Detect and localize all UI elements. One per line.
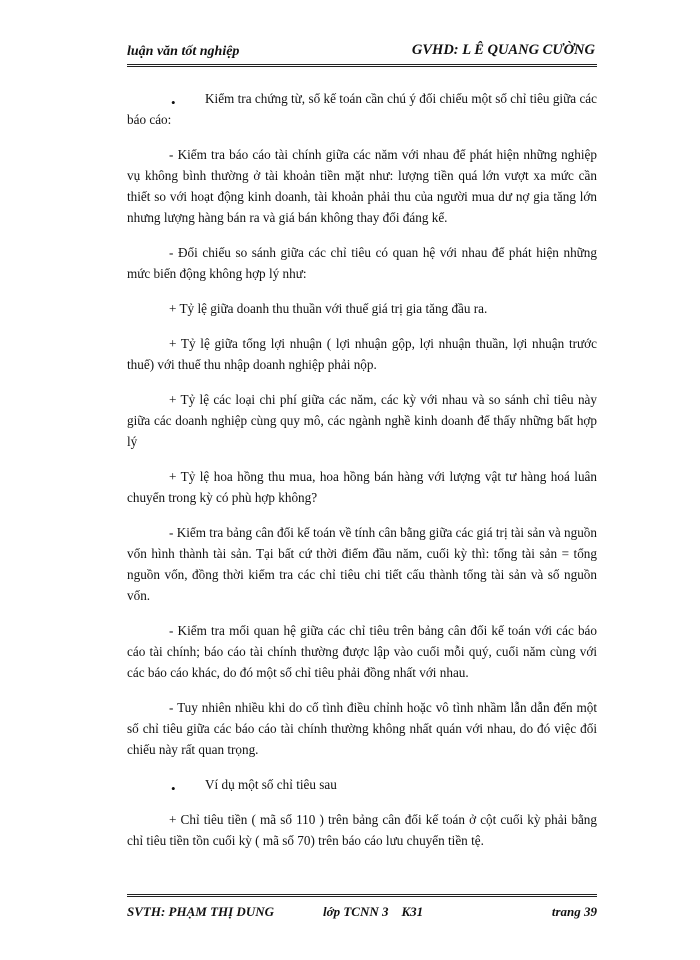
paragraph: - Kiểm tra báo cáo tài chính giữa các năm với nhau để phát hiện những nghiệp vụ không bình thường ở tài khoản tiền mặt như: lượng tiền quá lớn vượt xa mức cần thiết so với hoạt động kinh doanh, tài khoản phải thu của người mua dư nợ gia tăng lớn nhưng lượng hàng bán ra và giá bán không thay đổi đáng kể. [127, 147, 597, 225]
bullet-paragraph [127, 88, 597, 130]
paragraph: + Tỷ lệ giữa tổng lợi nhuận ( lợi nhuận gộp, lợi nhuận thuần, lợi nhuận trước thuế) với thuế thu nhập doanh nghiệp phải nộp. [127, 336, 597, 372]
paragraph: + Tỷ lệ giữa doanh thu thuần với thuế giá trị gia tăng đầu ra. [169, 301, 488, 316]
paragraph-text: Kiểm tra chứng từ, sổ kế toán cần chú ý đối chiếu một số chỉ tiêu giữa các báo cáo: [127, 91, 597, 127]
document-body [127, 88, 597, 865]
bullet-icon: • [171, 781, 176, 796]
paragraph: - Kiểm tra bảng cân đối kế toán về tính cân bằng giữa các giá trị tài sản và nguồn vốn hình thành tài sản. Tại bất cứ thời điểm đầu năm, cuối kỳ thì: tổng tài sản = tổng nguồn vốn, đồng thời kiểm tra các chỉ tiêu chi tiết cấu thành tổng tài sản và số nguồn vốn. [127, 525, 597, 603]
paragraph: + Tỷ lệ các loại chi phí giữa các năm, các kỳ với nhau và so sánh chỉ tiêu này giữa các doanh nghiệp cùng quy mô, các ngành nghề kinh doanh để thấy những bất hợp lý [127, 392, 597, 449]
paragraph-text: Ví dụ một số chỉ tiêu sau [205, 777, 337, 792]
paragraph: - Đối chiếu so sánh giữa các chỉ tiêu có quan hệ với nhau để phát hiện những mức biến động không hợp lý như: [127, 245, 597, 281]
page-header [127, 40, 597, 67]
bullet-paragraph [127, 774, 597, 795]
header-advisor: GVHD: L Ê QUANG CƯỜNG [411, 42, 595, 58]
paragraph: + Chỉ tiêu tiền ( mã số 110 ) trên bảng cân đối kế toán ở cột cuối kỳ phải bằng chỉ tiêu tiền tồn cuối kỳ ( mã số 70) trên báo cáo lưu chuyển tiền tệ. [127, 812, 597, 848]
paragraph: - Kiểm tra mối quan hệ giữa các chỉ tiêu trên bảng cân đối kế toán với các báo cáo tài chính; báo cáo tài chính thường được lập vào cuối mỗi quý, cuối năm cùng với các báo cáo khác, do đó một số chỉ tiêu phải đồng nhất với nhau. [127, 623, 597, 680]
footer-page-number: trang 39 [551, 904, 597, 919]
paragraph: - Tuy nhiên nhiều khi do cố tình điều chỉnh hoặc vô tình nhầm lẫn dẫn đến một số chỉ tiêu giữa các báo cáo tài chính thường không nhất quán với nhau, do đó việc đối chiếu này rất quan trọng. [127, 700, 597, 757]
footer-class: lớp TCNN 3 K31 [323, 904, 424, 919]
page-footer [127, 894, 597, 923]
bullet-icon: • [171, 95, 176, 110]
header-thesis-label: luận văn tốt nghiệp [127, 44, 240, 59]
footer-student: SVTH: PHẠM THỊ DUNG [127, 904, 274, 919]
paragraph: + Tỷ lệ hoa hồng thu mua, hoa hồng bán hàng với lượng vật tư hàng hoá luân chuyển trong kỳ có phù hợp không? [127, 469, 597, 505]
